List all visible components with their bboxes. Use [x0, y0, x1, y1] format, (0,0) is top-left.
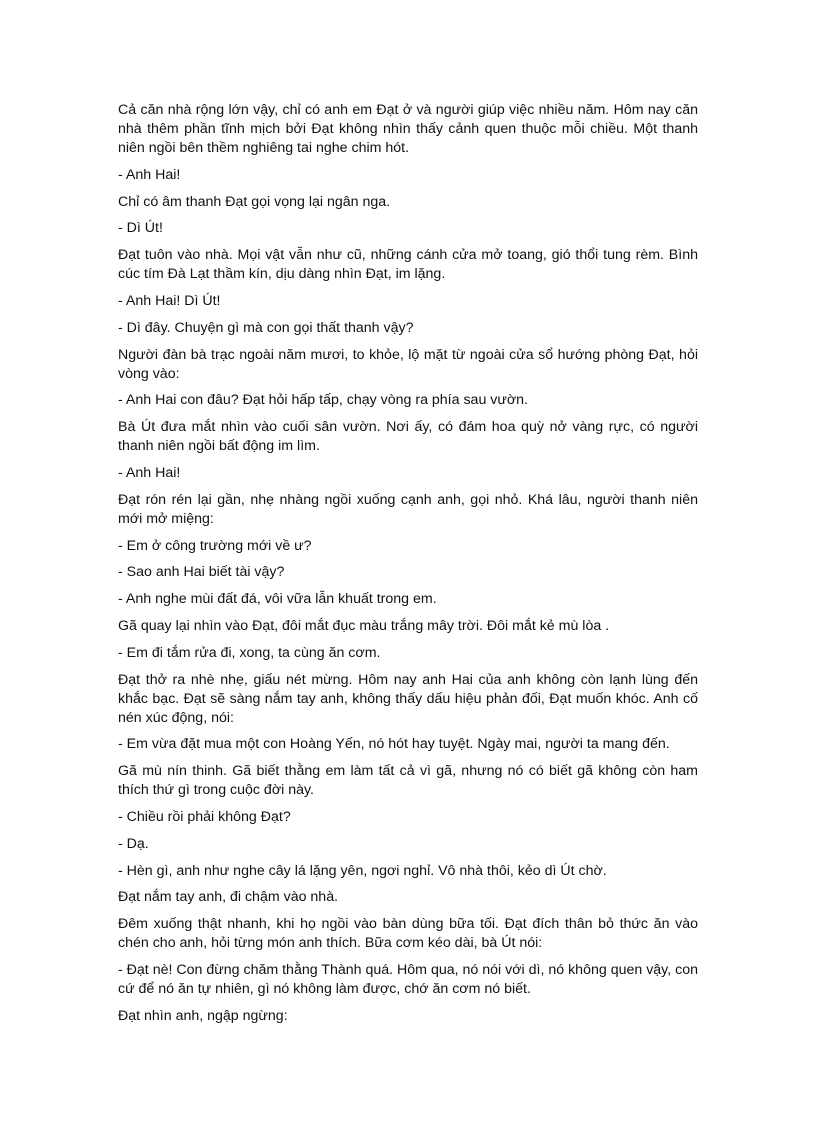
paragraph: - Hèn gì, anh như nghe cây lá lặng yên, ngơi nghỉ. Vô nhà thôi, kẻo dì Út chờ.: [118, 862, 607, 879]
paragraph: - Anh nghe mùi đất đá, vôi vữa lẫn khuất trong em.: [118, 591, 437, 608]
paragraph: Đạt nhìn anh, ngập ngừng:: [118, 1007, 288, 1024]
paragraph: - Anh Hai! Dì Út!: [118, 292, 221, 309]
paragraph: Đạt tuôn vào nhà. Mọi vật vẫn như cũ, những cánh cửa mở toang, gió thổi tung rèm. Bình cúc tím Đà Lạt thầm kín, dịu dàng nhìn Đạt, im lặng.: [118, 247, 698, 283]
paragraph: Chỉ có âm thanh Đạt gọi vọng lại ngân nga.: [118, 193, 391, 210]
paragraph: - Em đi tắm rửa đi, xong, ta cùng ăn cơm.: [118, 644, 381, 661]
paragraph: - Sao anh Hai biết tài vậy?: [118, 564, 285, 581]
paragraph: - Anh Hai con đâu? Đạt hỏi hấp tấp, chạy vòng ra phía sau vườn.: [118, 392, 529, 409]
paragraph: Đạt rón rén lại gần, nhẹ nhàng ngồi xuống cạnh anh, gọi nhỏ. Khá lâu, người thanh niên mới mở miệng:: [118, 491, 698, 527]
paragraph: Gã mù nín thinh. Gã biết thằng em làm tất cả vì gã, nhưng nó có biết gã không còn ham thích thứ gì trong cuộc đời này.: [118, 763, 698, 799]
document-page: [118, 101, 698, 1034]
paragraph: - Chiều rồi phải không Đạt?: [118, 808, 291, 825]
paragraph: - Anh Hai!: [118, 166, 181, 183]
paragraph: - Dạ.: [118, 835, 149, 852]
paragraph: - Đạt nè! Con đừng chăm thằng Thành quá. Hôm qua, nó nói với dì, nó không quen vậy, con cứ để nó ăn tự nhiên, gì nó không làm được, chớ ăn cơm nó biết.: [118, 961, 698, 997]
paragraph: - Dì Út!: [118, 220, 163, 237]
paragraph: - Em vừa đặt mua một con Hoàng Yến, nó hót hay tuyệt. Ngày mai, người ta mang đến.: [118, 736, 670, 753]
paragraph: Gã quay lại nhìn vào Đạt, đôi mắt đục màu trắng mây trời. Đôi mắt kẻ mù lòa .: [118, 617, 610, 634]
paragraph: - Em ở công trường mới về ư?: [118, 537, 312, 554]
paragraph: Đêm xuống thật nhanh, khi họ ngồi vào bàn dùng bữa tối. Đạt đích thân bỏ thức ăn vào chén cho anh, hỏi từng món anh thích. Bữa cơm kéo dài, bà Út nói:: [118, 916, 698, 952]
paragraph: - Dì đây. Chuyện gì mà con gọi thất thanh vậy?: [118, 319, 414, 336]
paragraph: Người đàn bà trạc ngoài năm mươi, to khỏe, lộ mặt từ ngoài cửa sổ hướng phòng Đạt, hỏi vòng vào:: [118, 346, 698, 382]
paragraph: Đạt thở ra nhè nhẹ, giấu nét mừng. Hôm nay anh Hai của anh không còn lạnh lùng đến khắc bạc. Đạt sẽ sàng nắm tay anh, không thấy dấu hiệu phản đối, Đạt muốn khóc. Anh cố nén xúc động, nói:: [118, 671, 698, 726]
paragraph: Đạt nắm tay anh, đi chậm vào nhà.: [118, 889, 339, 906]
paragraph: Bà Út đưa mắt nhìn vào cuối sân vườn. Nơi ấy, có đám hoa quỳ nở vàng rực, có người thanh niên ngồi bất động im lìm.: [118, 419, 698, 455]
paragraph: Cả căn nhà rộng lớn vậy, chỉ có anh em Đạt ở và người giúp việc nhiều năm. Hôm nay căn nhà thêm phần tĩnh mịch bởi Đạt không nhìn thấy cảnh quen thuộc mỗi chiều. Một thanh niên ngồi bên thềm nghiêng tai nghe chim hót.: [118, 102, 698, 156]
paragraph: - Anh Hai!: [118, 464, 181, 481]
